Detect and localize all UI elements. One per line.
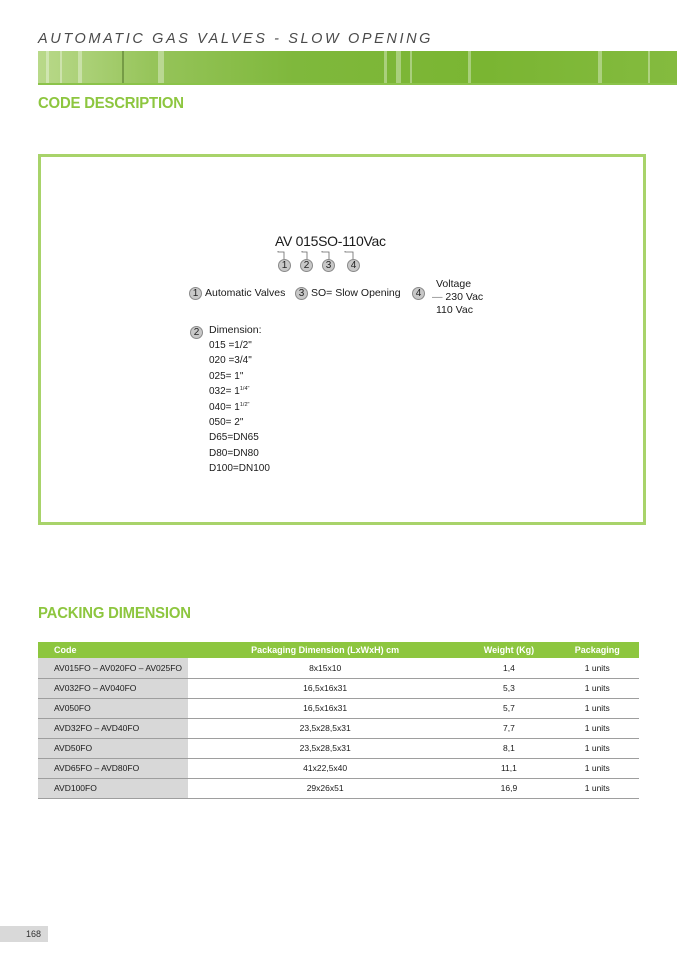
cell-dimension: 23,5x28,5x31: [188, 718, 462, 738]
cell-dimension: 41x22,5x40: [188, 758, 462, 778]
cell-packaging: 1 units: [556, 658, 639, 678]
packing-dimension-heading: PACKING DIMENSION: [38, 605, 191, 622]
legend-marker-2: 2: [190, 326, 203, 339]
cell-dimension: 16,5x16x31: [188, 678, 462, 698]
code-marker-3: 3: [322, 259, 335, 272]
cell-packaging: 1 units: [556, 778, 639, 798]
dimension-item: 020 =3/4": [209, 355, 252, 367]
table-row: [38, 698, 639, 718]
cell-packaging: 1 units: [556, 738, 639, 758]
legend-voltage-230: — 230 Vac: [432, 291, 484, 303]
header-underline: [38, 83, 677, 85]
code-description-box: [38, 154, 646, 525]
column-header-code: Code: [38, 642, 188, 658]
legend-slow-opening: SO= Slow Opening: [311, 287, 401, 299]
legend-dimension-title: Dimension:: [209, 324, 262, 336]
cell-code: AV032FO – AV040FO: [38, 678, 188, 698]
legend-marker-4: 4: [412, 287, 425, 300]
legend-marker-1: 1: [189, 287, 202, 300]
cell-packaging: 1 units: [556, 678, 639, 698]
cell-code: AV015FO – AV020FO – AV025FO: [38, 658, 188, 678]
legend-voltage-title: Voltage: [436, 278, 472, 290]
table-row: [38, 758, 639, 778]
legend-automatic-valves: Automatic Valves: [205, 287, 286, 299]
column-header-dimension: Packaging Dimension (LxWxH) cm: [188, 642, 462, 658]
table-header-row: [38, 642, 639, 658]
column-header-weight: Weight (Kg): [462, 642, 555, 658]
table-row: [38, 678, 639, 698]
table-row: [38, 778, 639, 798]
cell-packaging: 1 units: [556, 718, 639, 738]
cell-code: AVD50FO: [38, 738, 188, 758]
dimension-item: 050= 2": [209, 417, 244, 429]
packing-table: [38, 642, 639, 799]
cell-weight: 5,3: [462, 678, 555, 698]
legend-voltage-110: 110 Vac: [436, 304, 473, 316]
cell-weight: 5,7: [462, 698, 555, 718]
dimension-item: 025= 1": [209, 370, 244, 382]
code-description-heading: CODE DESCRIPTION: [38, 95, 184, 112]
cell-dimension: 23,5x28,5x31: [188, 738, 462, 758]
cell-code: AVD65FO – AVD80FO: [38, 758, 188, 778]
column-header-packaging: Packaging: [556, 642, 639, 658]
cell-weight: 11,1: [462, 758, 555, 778]
legend-marker-3: 3: [295, 287, 308, 300]
page-number: 168: [0, 926, 48, 942]
cell-packaging: 1 units: [556, 698, 639, 718]
cell-code: AV050FO: [38, 698, 188, 718]
dimension-item: $040= 1^{1/2"}$: [209, 401, 250, 413]
code-marker-1: 1: [278, 259, 291, 272]
cell-packaging: 1 units: [556, 758, 639, 778]
dimension-item: D65=DN65: [209, 432, 259, 444]
table-row: [38, 658, 639, 678]
dimension-item: $032= 1^{1/4"}$: [209, 386, 250, 398]
dimension-item: D80=DN80: [209, 447, 259, 459]
code-marker-4: 4: [347, 259, 360, 272]
cell-weight: 1,4: [462, 658, 555, 678]
example-code: AV 015SO-110Vac: [275, 233, 386, 249]
table-row: [38, 718, 639, 738]
code-marker-2: 2: [300, 259, 313, 272]
cell-weight: 8,1: [462, 738, 555, 758]
cell-code: AVD100FO: [38, 778, 188, 798]
cell-code: AVD32FO – AVD40FO: [38, 718, 188, 738]
header-decorative-band: [38, 51, 677, 83]
cell-weight: 7,7: [462, 718, 555, 738]
dimension-item: 015 =1/2": [209, 340, 252, 351]
cell-dimension: 16,5x16x31: [188, 698, 462, 718]
table-row: [38, 738, 639, 758]
cell-dimension: 8x15x10: [188, 658, 462, 678]
dimension-item: D100=DN100: [209, 463, 270, 475]
cell-dimension: 29x26x51: [188, 778, 462, 798]
page-header-title: AUTOMATIC GAS VALVES - SLOW OPENING: [38, 31, 434, 47]
dimension-list: [209, 337, 270, 476]
cell-weight: 16,9: [462, 778, 555, 798]
